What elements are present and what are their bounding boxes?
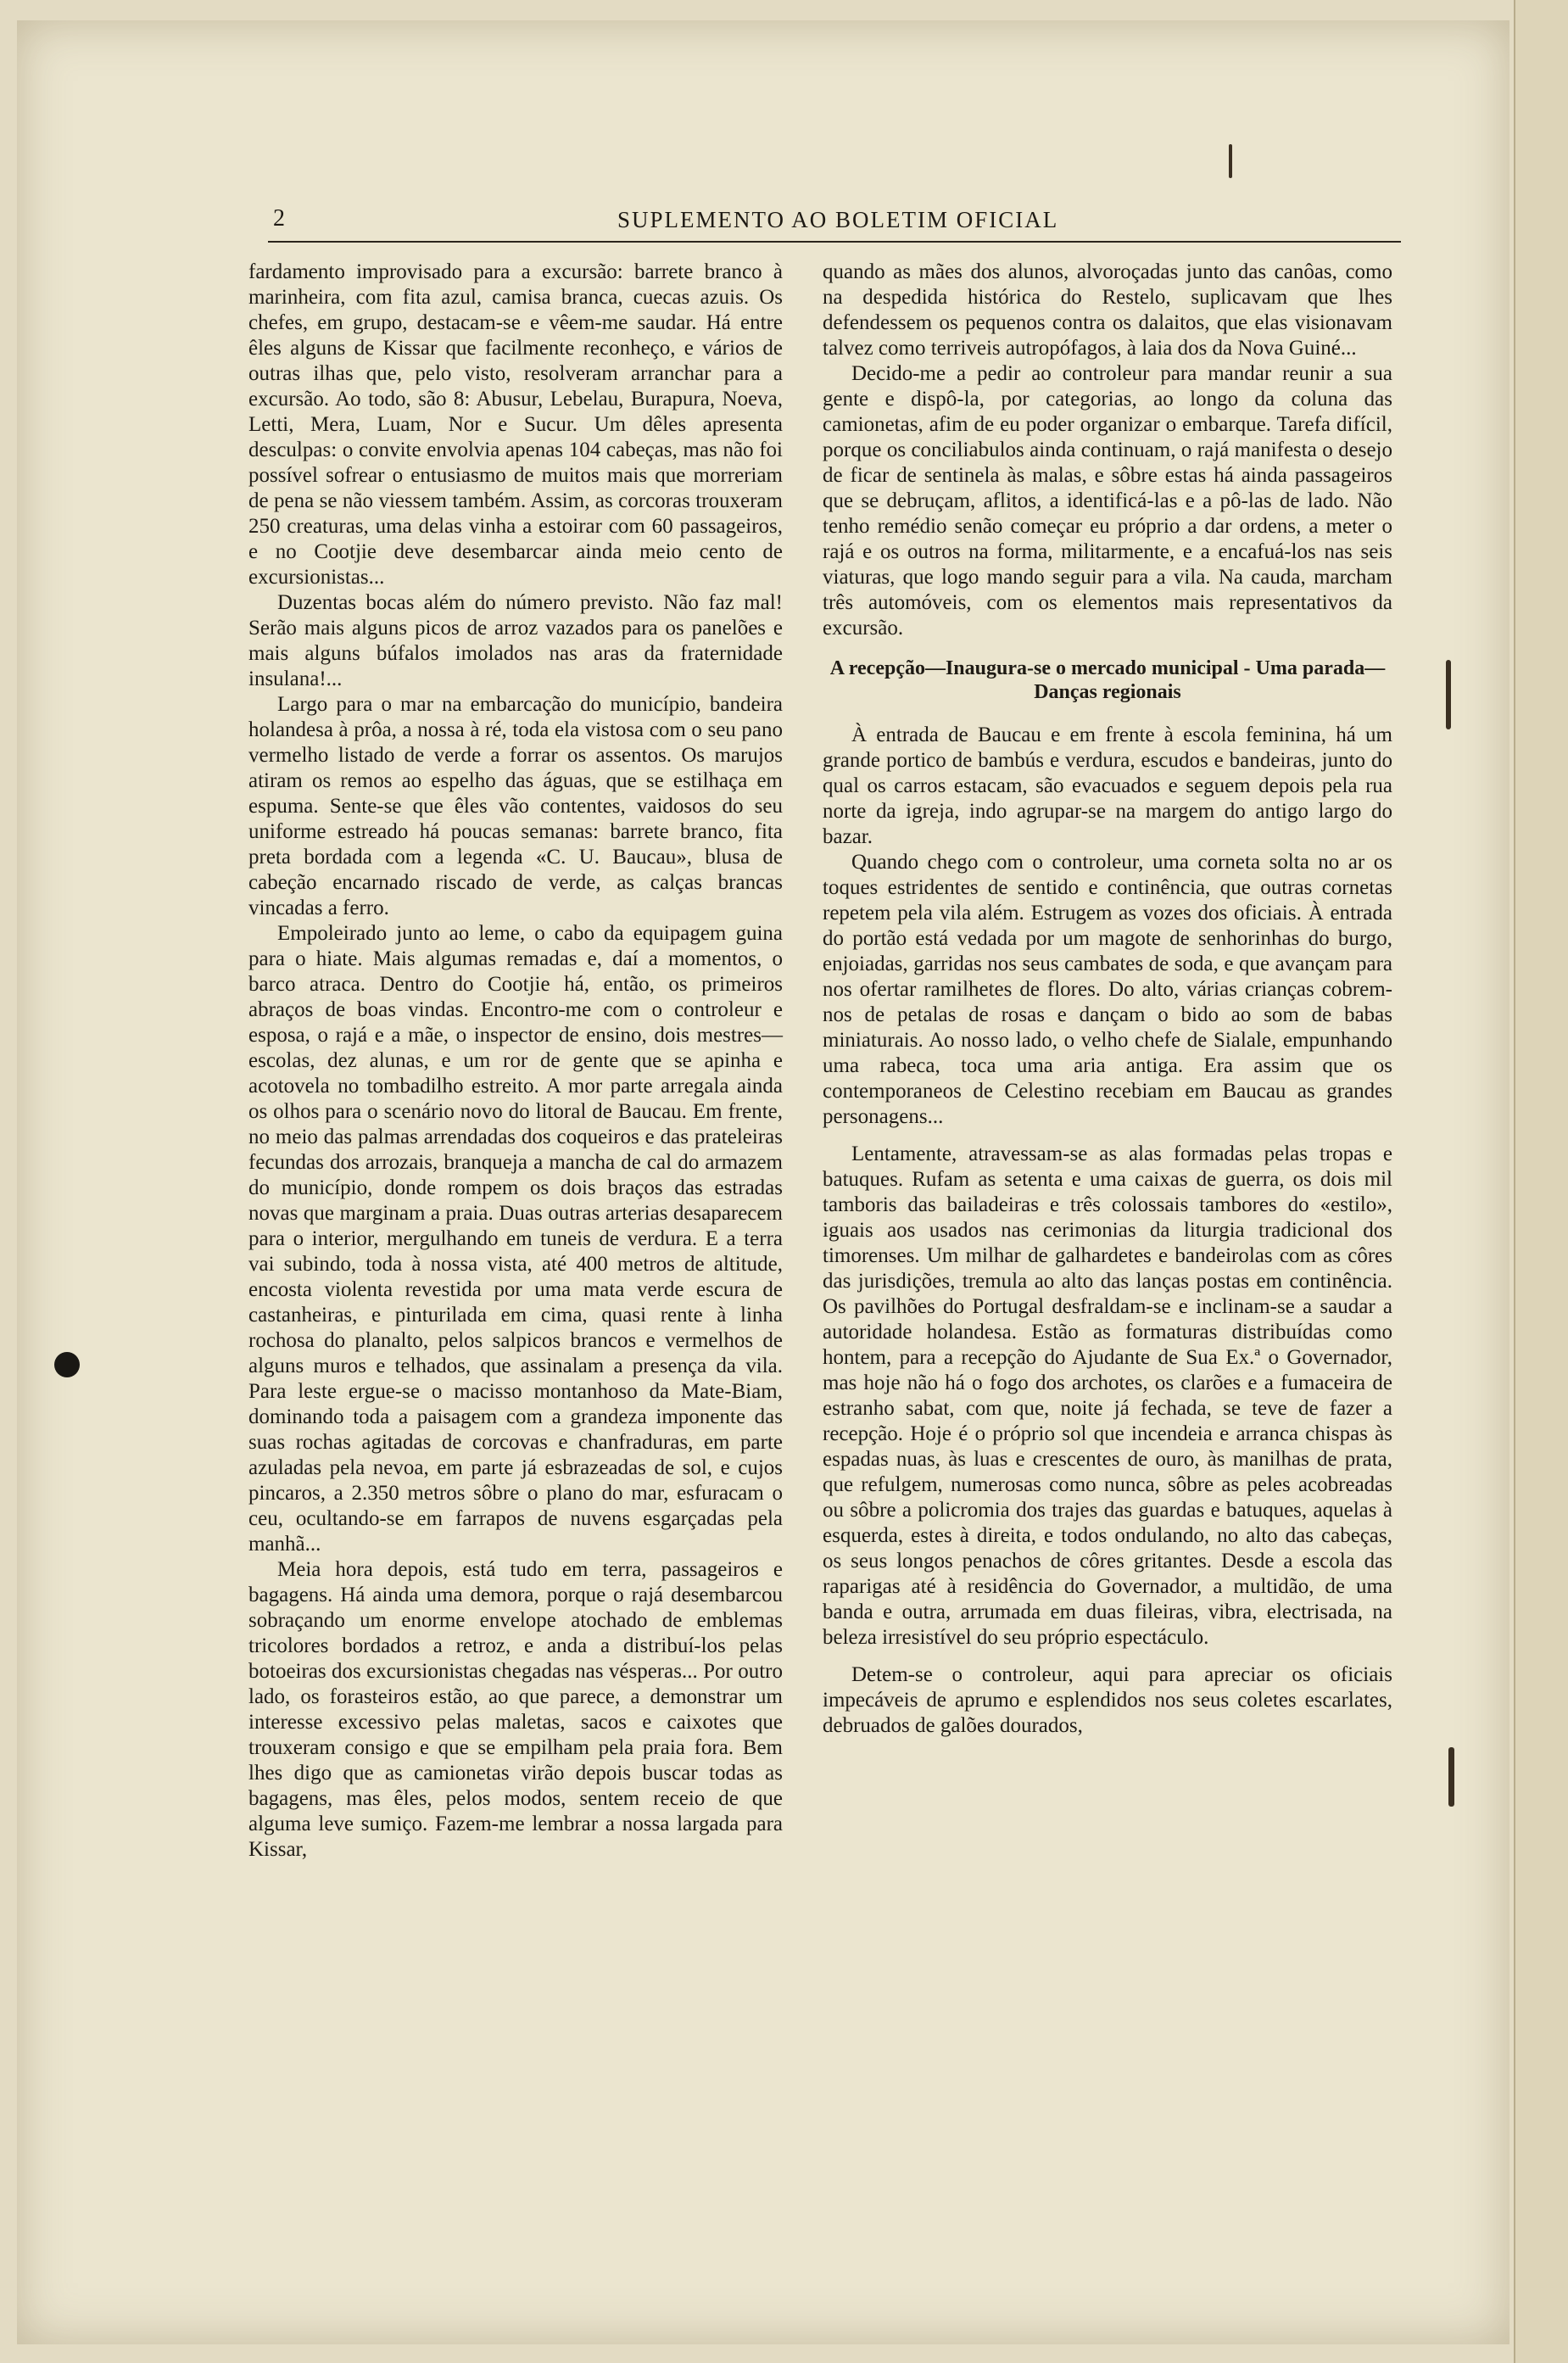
left-column — [248, 260, 783, 1863]
paragraph: fardamento improvisado para a excursão: barrete branco à marinheira, com fita azul, camisa branca, cuecas azuis. Os chefes, em grupo, destacam-se e vêem-me saudar. Há entre êles alguns de Kissar que facilmente reconheço, e vários de outras ilhas que, pelo visto, resolveram arranchar para a excursão. Ao todo, são 8: Abusur, Lebelau, Burapura, Noeva, Letti, Mera, Luam, Nor e Sucur. Um dêles apresenta desculpas: o convite envolvia apenas 104 cabeças, mas não foi possível sofrear o entusiasmo de muitos mais que morreriam de pena se não viessem também. Assim, as corcoras trouxeram 250 creaturas, uma delas vinha a estoirar com 60 passageiros, e no Cootjie deve desembarcar ainda meio cento de excursionistas... — [248, 260, 783, 589]
binding-hole — [54, 1352, 80, 1377]
paragraph: Meia hora depois, está tudo em terra, passageiros e bagagens. Há ainda uma demora, porque o rajá desembarcou sobraçando um enorme envelope atochado de emblemas tricolores bordados a retroz, e anda a distribuí-los pelas botoeiras dos excursionistas chegadas nas vésperas... Por outro lado, os forasteiros estão, ao que parece, a demonstrar um interesse excessivo pelas maletas, sacos e caixotes que trouxeram consigo e que se empilham pela praia fora. Bem lhes digo que as camionetas virão depois buscar todas as bagagens, mas êles, pelos modos, sentem receio de que alguma leve sumiço. Fazem-me lembrar a nossa largada para Kissar, — [248, 1558, 783, 1861]
margin-stain — [1448, 1747, 1454, 1807]
paragraph: Largo para o mar na embarcação do município, bandeira holandesa à prôa, a nossa à ré, toda ela vistosa com o seu pano vermelho listado de verde a forrar os assentos. Os marujos atiram os remos ao espelho das águas, que se estilhaça em espuma. Sente-se que êles vão contentes, vaidosos do seu uniforme estreado há poucas semanas: barrete branco, fita preta bordada com a legenda «C. U. Baucau», blusa de cabeção encarnado riscado de verde, as calças brancas vincadas a ferro. — [248, 693, 783, 919]
adjacent-page-edge — [1514, 0, 1568, 2363]
paragraph: Duzentas bocas além do número previsto. Não faz mal! Serão mais alguns picos de arroz vazados para os panelões e mais alguns búfalos imolados nas aras da fraternidade insulana!... — [248, 591, 783, 690]
running-head: SUPLEMENTO AO BOLETIM OFICIAL — [617, 207, 1059, 232]
paragraph-gap — [823, 1651, 1392, 1662]
section-heading: A recepção—Inaugura-se o mercado municipal - Uma parada—Danças regionais — [829, 657, 1386, 703]
margin-stain — [1446, 660, 1451, 729]
paragraph: quando as mães dos alunos, alvoroçadas junto das canôas, como na despedida histórica do Restelo, suplicavam que lhes defendessem os pequenos contra os dalaitos, que elas visionavam talvez como terriveis autropófagos, à laia dos da Nova Guiné... — [823, 260, 1392, 360]
paragraph: Decido-me a pedir ao controleur para mandar reunir a sua gente e dispô-la, por categorias, ao longo da coluna das camionetas, afim de eu poder organizar o embarque. Tarefa difícil, porque os conciliabulos ainda continuam, o rajá manifesta o desejo de ficar de sentinela às malas, e sôbre estas há ainda passageiros que se debruçam, aflitos, a identificá-las e a pô-las de lado. Não tenho remédio senão começar eu próprio a dar ordens, a meter o rajá e os outros na forma, militarmente, e a encafuá-los nas seis viaturas, que logo mando seguir para a vila. Na cauda, marcham três automóveis, com os elementos mais representativos da excursão. — [823, 362, 1392, 640]
paragraph: À entrada de Baucau e em frente à escola feminina, há um grande portico de bambús e verdura, escudos e bandeiras, junto do qual os carros estacam, são evacuados e seguem depois pela rua norte da igreja, indo agrupar-se na margem do antigo largo do bazar. — [823, 723, 1392, 848]
margin-stain — [1229, 144, 1232, 178]
paragraph: Lentamente, atravessam-se as alas formadas pelas tropas e batuques. Rufam as setenta e uma caixas de guerra, os dois mil tamboris das bailadeiras e três colossais tambores do «estilo», iguais aos usados nas cerimonias da liturgia tradicional dos timorenses. Um milhar de galhardetes e bandeirolas com as côres das jurisdições, tremula ao alto das lanças postas em continência. Os pavilhões do Portugal desfraldam-se e inclinam-se a saudar a autoridade holandesa. Estão as formaturas distribuídas como hontem, para a recepção do Ajudante de Sua Ex.ª o Governador, mas hoje não há o fogo dos archotes, os clarões e a fumaceira de estranho sabat, com que, noite já fechada, se teve de fazer a recepção. Hoje é o próprio sol que incendeia e arranca chispas às espadas nuas, às luas e crescentes de ouro, às manilhas de prata, que refulgem, numerosas como nunca, sôbre as peles acobreadas ou sôbre a policromia dos trajes das guardas e batuques, aquelas à esquerda, estes à direita, e todos ondulando, no alto das cabeças, os seus longos penachos de côres gritantes. Desde a escola das raparigas até à residência do Governador, a multidão, de uma banda e outra, arrumada em duas fileiras, vibra, electrisada, na beleza irresistível do seu próprio espectáculo. — [823, 1142, 1392, 1649]
paragraph: Quando chego com o controleur, uma corneta solta no ar os toques estridentes de sentido e continência, que outras cornetas repetem pela vila além. Estrugem as vozes dos oficiais. À entrada do portão está vedada por um magote de senhorinhas do burgo, enjoiadas, garridas nos seus cambates de soda, e que avançam para nos ofertar ramilhetes de flores. Do alto, várias crianças cobrem-nos de petalas de rosas e dançam o bido ao som de babas miniaturais. Ao nosso lado, o velho chefe de Sialale, empunhando uma rabeca, toca uma aria antiga. Era assim que os contemporaneos de Celestino recebiam em Baucau as grandes personagens... — [823, 851, 1392, 1128]
paragraph-gap — [823, 1130, 1392, 1142]
page-header — [268, 200, 1401, 243]
paragraph: Empoleirado junto ao leme, o cabo da equipagem guina para o hiate. Mais algumas remadas e, daí a momentos, o barco atraca. Dentro do Cootjie há, então, os primeiros abraços de boas vindas. Encontro-me com o controleur e esposa, o rajá e a mãe, o inspector de ensino, dois mestres—escolas, dez alunas, e um ror de gente que se apinha e acotovela no tombadilho estreito. A mor parte arregala ainda os olhos para o scenário novo do litoral de Baucau. Em frente, no meio das palmas arrendadas dos coqueiros e das prateleiras fecundas dos arrozais, branqueja a mancha de cal do armazem do município, donde rompem os dois braços das estradas novas que marginam a praia. Duas outras arterias desaparecem para o interior, mergulhando em tuneis de verdura. E a terra vai subindo, toda à nossa vista, até 400 metros de altitude, encosta violenta revestida por uma mata verde escura de castanheiras, e pinturilada em cima, quasi rente à linha rochosa do planalto, pelos salpicos brancos e vermelhos de alguns muros e telhados, que assinalam a presença da vila. Para leste ergue-se o macisso montanhoso da Mate-Biam, dominando toda a paisagem com a grandeza imponente das suas rochas agitadas de corcovas e chanfraduras, em parte azuladas pela nevoa, em parte já esbrazeadas de sol, e cujos pincaros, a 2.350 metros sôbre o plano do mar, esfuracam o ceu, ocultando-se em farrapos de nuvens esgarçadas pela manhã... — [248, 922, 783, 1556]
right-column — [823, 260, 1392, 1739]
paragraph: Detem-se o controleur, aqui para apreciar os oficiais impecáveis de aprumo e esplendidos nos seus coletes escarlates, debruados de galões dourados, — [823, 1663, 1392, 1737]
page-number: 2 — [273, 205, 285, 232]
